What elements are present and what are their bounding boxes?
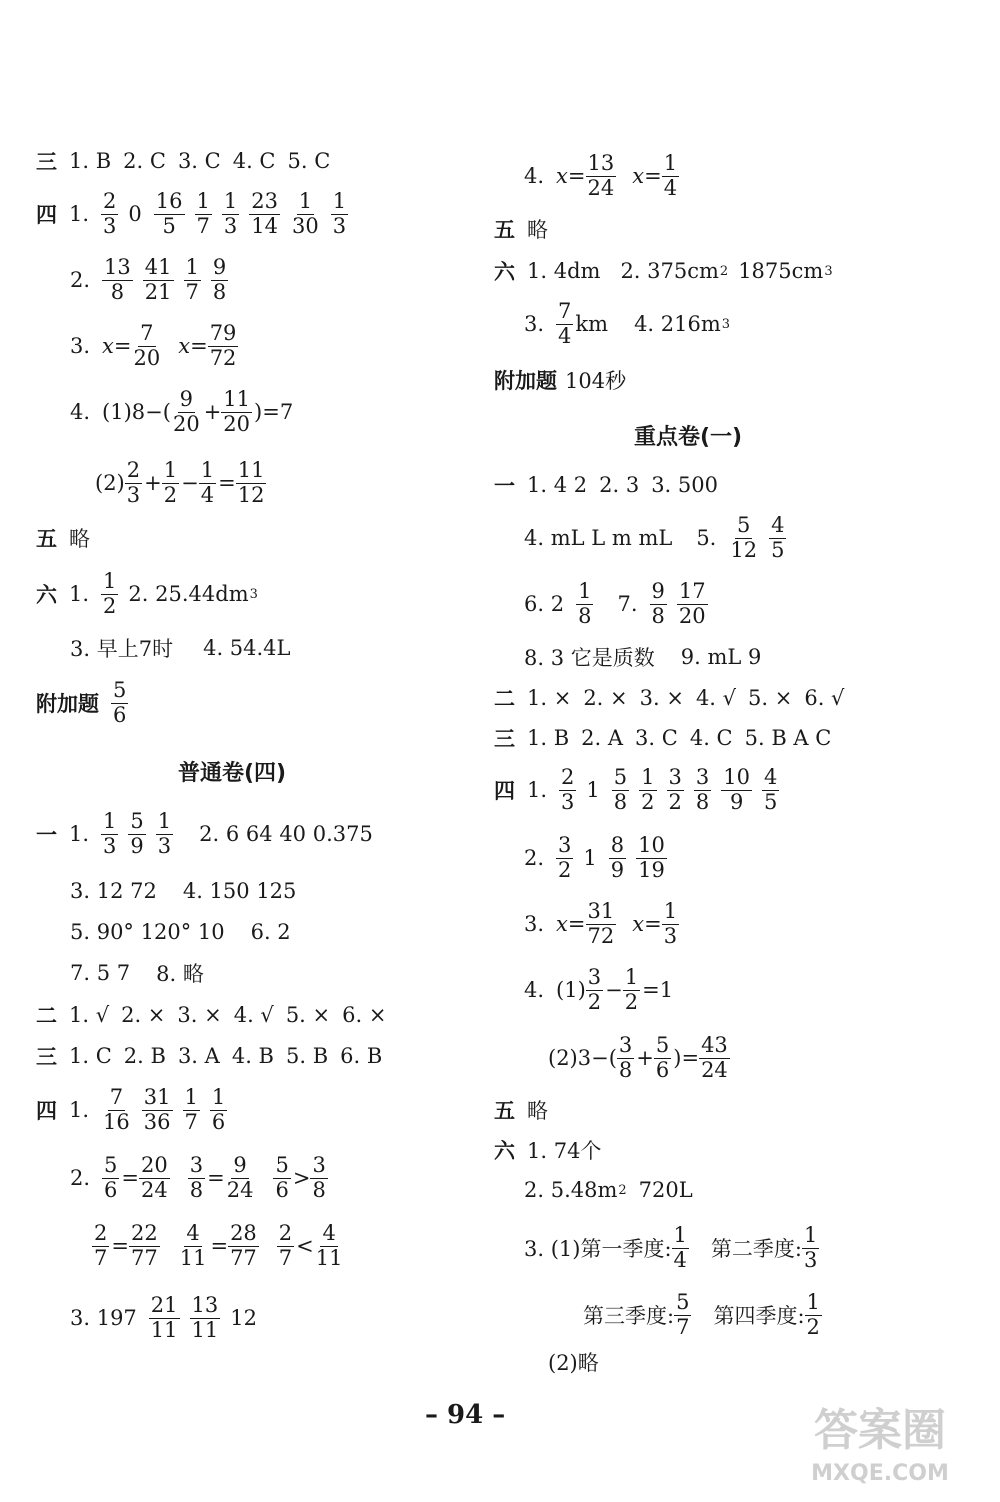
right-row-6: 一 1. 4 2 2. 3 3. 500 bbox=[494, 473, 718, 498]
right-row-11: 三 1. B 2. A 3. C 4. C 5. B A C bbox=[494, 726, 832, 751]
fraction: 10 9 bbox=[723, 765, 751, 814]
fraction: 1 2 bbox=[103, 569, 117, 618]
left-row-19: $\frac{2}{7}$ = $\frac{22}{77}$ $\frac{4}{11}$ = $\frac{28}{77}$ 2 7 < 4 11 bbox=[94, 1221, 343, 1270]
right-row-9: 8. 3 它是质数 9. mL 9 bbox=[524, 645, 762, 670]
fraction: 41 21 bbox=[144, 255, 172, 304]
fraction: 23 14 bbox=[251, 189, 279, 238]
fraction: 5 12 bbox=[730, 513, 758, 562]
fraction: 9 8 bbox=[651, 579, 665, 628]
fraction: 5 6 bbox=[275, 1153, 289, 1202]
left-row-6: (2) 2 3 + $\frac{1}{2}$ − $\frac{1}{4}$ = $\frac{11}{12}$ bbox=[95, 458, 265, 507]
fraction: $\frac{11}{12}$ bbox=[237, 458, 265, 507]
watermark-line-1: 答案圈 bbox=[814, 1405, 946, 1456]
watermark-logo bbox=[780, 1390, 980, 1490]
left-row-14: 7. 5 7 8. 略 bbox=[70, 961, 204, 986]
fraction: 1 7 bbox=[185, 255, 199, 304]
fraction: $\frac{13}{24}$ bbox=[587, 151, 615, 200]
right-row-13: 2. 3 2 1 8 9 10 19 bbox=[524, 833, 665, 882]
left-row-7: 五 略 bbox=[36, 527, 90, 551]
fraction: $\frac{28}{77}$ bbox=[230, 1221, 257, 1270]
right-row-15: 4. (1) 3 2 − $\frac{1}{2}$ =1 bbox=[524, 965, 674, 1014]
right-row-5: 附加题 104秒 bbox=[494, 369, 627, 393]
right-row-3: 六 1. 4dm 2. 375cm 2 1875cm 3 bbox=[494, 259, 833, 284]
right-row-14: 3. x= $\frac{31}{72}$ x= $\frac{1}{3}$ bbox=[524, 899, 678, 948]
fraction: $\frac{7}{20}$ bbox=[133, 321, 161, 370]
fraction: 1 3 bbox=[223, 189, 238, 238]
left-row-8: 六 1. 1 2 2. 25.44dm 3 bbox=[36, 569, 258, 618]
fraction: 1 4 bbox=[673, 1223, 687, 1272]
right-row-17: 五 略 bbox=[494, 1099, 548, 1123]
fraction: 3 2 bbox=[668, 765, 682, 814]
left-row-12: 3. 12 72 4. 150 125 bbox=[70, 879, 297, 903]
left-row-18: 2. $\frac{5}{6}$ = $\frac{20}{24}$ $\frac{3}{8}$ = $\frac{9}{24}$ 5 6 > 3 8 bbox=[70, 1153, 326, 1202]
fraction: $\frac{31}{72}$ bbox=[587, 899, 615, 948]
fraction: $\frac{11}{20}$ bbox=[223, 387, 251, 436]
fraction: 3 2 bbox=[558, 833, 572, 882]
fraction: 1 7 bbox=[196, 189, 210, 238]
right-row-18: 六 1. 74个 bbox=[494, 1139, 602, 1163]
fraction: 2 3 bbox=[103, 189, 117, 238]
fraction: 1 2 bbox=[806, 1290, 820, 1339]
fraction: 1 3 bbox=[157, 809, 172, 858]
fraction: 1 6 bbox=[211, 1085, 226, 1134]
fraction: $\frac{43}{24}$ bbox=[701, 1033, 728, 1082]
fraction: 8 9 bbox=[610, 833, 625, 882]
left-row-2: 四 1. 2 3 0 16 5 1 7 1 3 23 14 1 30 1 3 bbox=[36, 189, 347, 238]
fraction: $\frac{2}{7}$ bbox=[94, 1221, 108, 1270]
right-row-21: 第三季度: 5 7 第四季度: 1 2 bbox=[583, 1290, 820, 1339]
fraction: $\frac{22}{77}$ bbox=[130, 1221, 158, 1270]
fraction: $\frac{5}{6}$ bbox=[104, 1153, 118, 1202]
section-title-left: 普通卷(四) bbox=[178, 761, 287, 786]
fraction: 13 8 bbox=[104, 255, 131, 304]
watermark-line-2: MXQE.COM bbox=[811, 1461, 949, 1486]
left-row-16: 三 1. C 2. B 3. A 4. B 5. B 6. B bbox=[36, 1044, 383, 1069]
right-row-20: 3. (1)第一季度: 1 4 第二季度: 1 3 bbox=[524, 1223, 818, 1272]
fraction: $\frac{9}{24}$ bbox=[226, 1153, 254, 1202]
section-mark: 三 bbox=[36, 150, 57, 174]
page-number: – 94 – bbox=[425, 1400, 506, 1430]
fraction: $\frac{4}{11}$ bbox=[179, 1221, 207, 1270]
fraction: 7 4 bbox=[558, 299, 572, 348]
fraction: $\frac{3}{8}$ bbox=[189, 1153, 204, 1202]
fraction: 1 3 bbox=[804, 1223, 818, 1272]
fraction: 17 20 bbox=[678, 579, 706, 628]
left-row-5: 4. (1)8−( 9 20 + $\frac{11}{20}$ )=7 bbox=[70, 387, 294, 436]
fraction: 3 8 bbox=[618, 1033, 633, 1082]
right-row-1: 4. x= $\frac{13}{24}$ x= $\frac{1}{4}$ bbox=[524, 151, 678, 200]
fraction: $\frac{5}{6}$ bbox=[655, 1033, 670, 1082]
right-row-8: 6. 2 1 8 7. 9 8 17 20 bbox=[524, 579, 706, 628]
section-title-right: 重点卷(一) bbox=[634, 425, 743, 450]
fraction: 21 11 bbox=[150, 1293, 178, 1342]
fraction: $\frac{1}{4}$ bbox=[200, 458, 215, 507]
fraction: 1 3 bbox=[332, 189, 347, 238]
fraction: 4 5 bbox=[764, 765, 778, 814]
fraction: 13 11 bbox=[191, 1293, 219, 1342]
fraction: 2 3 bbox=[561, 765, 575, 814]
fraction: $\frac{1}{4}$ bbox=[663, 151, 678, 200]
left-row-10: 附加题 5 6 bbox=[36, 678, 127, 727]
fraction: $\frac{1}{2}$ bbox=[624, 965, 639, 1014]
fraction: 1 2 bbox=[641, 765, 655, 814]
left-row-20: 3. 197 21 11 13 11 12 bbox=[70, 1293, 257, 1342]
fraction: 31 36 bbox=[143, 1085, 171, 1134]
right-row-19: 2. 5.48m 2 720L bbox=[524, 1178, 693, 1202]
left-row-1: 三 1. B 2. C 3. C 4. C 5. C bbox=[36, 145, 330, 177]
right-row-12: 四 1. 2 3 1 5 8 1 2 3 2 3 8 10 9 4 5 bbox=[494, 765, 778, 814]
fraction: 9 8 bbox=[212, 255, 227, 304]
fraction: 2 7 bbox=[278, 1221, 293, 1270]
fraction: $\frac{79}{72}$ bbox=[209, 321, 237, 370]
fraction: 10 19 bbox=[638, 833, 665, 882]
fraction: 1 7 bbox=[184, 1085, 198, 1134]
fraction: 1 8 bbox=[578, 579, 592, 628]
fraction: 7 16 bbox=[103, 1085, 130, 1134]
fraction: 3 8 bbox=[312, 1153, 326, 1202]
right-row-2: 五 略 bbox=[494, 218, 548, 242]
left-row-3: 2. 13 8 41 21 1 7 9 8 bbox=[70, 255, 227, 304]
fraction: $\frac{1}{2}$ bbox=[163, 458, 178, 507]
fraction: $\frac{20}{24}$ bbox=[141, 1153, 168, 1202]
fraction: 4 5 bbox=[771, 513, 785, 562]
fraction: 5 7 bbox=[676, 1290, 690, 1339]
fraction: $\frac{1}{3}$ bbox=[663, 899, 678, 948]
fraction: 3 2 bbox=[587, 965, 602, 1014]
fraction: 3 8 bbox=[695, 765, 710, 814]
fraction: 5 6 bbox=[113, 678, 127, 727]
fraction: 4 11 bbox=[315, 1221, 343, 1270]
right-row-16: (2)3−( 3 8 + $\frac{5}{6}$ )= $\frac{43}{24}$ bbox=[548, 1033, 728, 1082]
fraction: 16 5 bbox=[155, 189, 183, 238]
right-row-7: 4. mL L m mL 5. 5 12 4 5 bbox=[524, 513, 785, 562]
right-row-10: 二 1. × 2. × 3. × 4. √ 5. × 6. √ bbox=[494, 686, 845, 711]
fraction: 1 3 bbox=[103, 809, 117, 858]
fraction: 9 20 bbox=[172, 387, 200, 436]
fraction: 5 9 bbox=[130, 809, 144, 858]
right-row-22: (2)略 bbox=[548, 1351, 599, 1375]
left-row-15: 二 1. √ 2. × 3. × 4. √ 5. × 6. × bbox=[36, 1003, 387, 1028]
fraction: 1 30 bbox=[292, 189, 319, 238]
right-row-4: 3. 7 4 km 4. 216m 3 bbox=[524, 299, 731, 348]
fraction: 2 3 bbox=[126, 458, 141, 507]
left-row-9: 3. 早上7时 4. 54.4L bbox=[70, 636, 291, 661]
fraction: 5 8 bbox=[613, 765, 628, 814]
left-row-11: 一 1. 1 3 5 9 1 3 2. 6 64 40 0.375 bbox=[36, 809, 373, 858]
left-row-4: 3. x= $\frac{7}{20}$ x= $\frac{79}{72}$ bbox=[70, 321, 237, 370]
left-row-17: 四 1. 7 16 31 36 1 7 1 6 bbox=[36, 1085, 226, 1134]
left-row-13: 5. 90° 120° 10 6. 2 bbox=[70, 920, 291, 944]
